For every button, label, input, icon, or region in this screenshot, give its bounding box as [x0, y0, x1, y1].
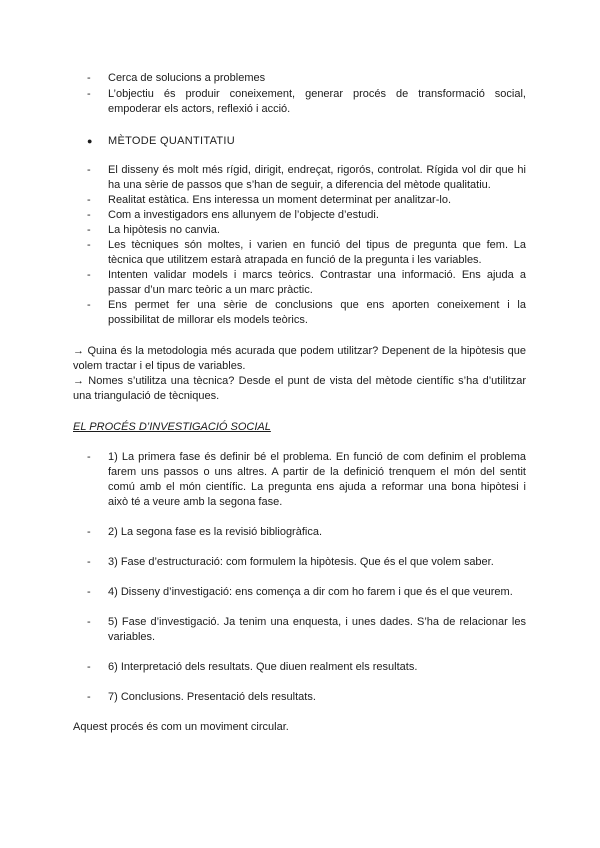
list-item-text: La hipòtesis no canvia.	[108, 224, 220, 236]
dash-marker: -	[87, 556, 91, 568]
list-item-text: Ens permet fer una sèrie de conclusions que ens aporten coneixement i la	[108, 299, 526, 311]
paragraph-text: volem tractar i el tipus de variables.	[73, 360, 246, 372]
step-text: 4) Disseny d’investigació: ens comença a dir com ho farem i que és el que veurem.	[108, 586, 513, 598]
closing-paragraph: Aquest procés és com un moviment circular.	[73, 721, 289, 733]
dash-marker: -	[87, 661, 91, 673]
dash-marker: -	[87, 72, 91, 84]
bullet-marker: ●	[87, 136, 93, 146]
dash-marker: -	[87, 239, 91, 251]
dash-marker: -	[87, 88, 91, 100]
step-text: variables.	[108, 631, 156, 643]
dash-marker: -	[87, 164, 91, 176]
step-text: comú amb el món científic. La pregunta ens ajuda a reformar una bona hipòtesi i	[108, 481, 526, 493]
dash-marker: -	[87, 194, 91, 206]
paragraph-text: → Nomes s’utilitza una tècnica? Desde el punt de vista del mètode científic s’ha d’utilitzar	[73, 375, 526, 387]
dash-marker: -	[87, 224, 91, 236]
dash-marker: -	[87, 299, 91, 311]
list-item-text: passar d’un marc teòric a un marc pràctic.	[108, 284, 313, 296]
dash-marker: -	[87, 616, 91, 628]
list-item-text: empoderar els actors, reflexió i acció.	[108, 103, 291, 115]
dash-marker: -	[87, 586, 91, 598]
list-item-text: Intenten validar models i marcs teòrics. Contrastar una informació. Ens ajuda a	[108, 269, 526, 281]
list-item-text: Cerca de solucions a problemes	[108, 72, 266, 84]
step-text: farem uns passos o uns altres. A partir de la definició trenquem el món del sentit	[108, 466, 526, 478]
list-item-text: Com a investigadors ens allunyem de l’objecte d’estudi.	[108, 209, 379, 221]
section-title: MÈTODE QUANTITATIU	[108, 135, 236, 147]
step-text: 2) La segona fase es la revisió bibliogràfica.	[108, 526, 323, 538]
step-text: 1) La primera fase és definir bé el problema. En funció de com definim el problema	[108, 451, 526, 463]
list-item-text: possibilitat de millorar els models teòrics.	[108, 314, 308, 326]
list-item-text: tècnica que utilitzem estarà atrapada en funció de la pregunta i les variables.	[108, 254, 482, 266]
step-text: 6) Interpretació dels resultats. Que diuen realment els resultats.	[108, 661, 418, 673]
list-item-text: Les tècniques són moltes, i varien en funció del tipus de pregunta que fem. La	[108, 239, 526, 251]
list-item-text: L’objectiu és produir coneixement, generar procés de transformació social,	[108, 88, 526, 100]
list-item-text: ha una sèrie de passos que s’han de seguir, a diferencia del mètode qualitatiu.	[108, 179, 491, 191]
dash-marker: -	[87, 691, 91, 703]
step-text: 3) Fase d’estructuració: com formulem la hipòtesis. Que és el que volem saber.	[108, 556, 494, 568]
step-text: 5) Fase d’investigació. Ja tenim una enquesta, i unes dades. S’ha de relacionar les	[108, 616, 526, 628]
paragraph-text: → Quina és la metodologia més acurada que podem utilitzar? Depenent de la hipòtesis que	[73, 345, 526, 357]
step-text: 7) Conclusions. Presentació dels resultats.	[108, 691, 316, 703]
dash-marker: -	[87, 451, 91, 463]
dash-marker: -	[87, 209, 91, 221]
list-item-text: Realitat estàtica. Ens interessa un moment determinat per analitzar-lo.	[108, 194, 451, 206]
paragraph-text: una triangulació de tècniques.	[73, 390, 220, 402]
step-text: això té a veure amb la segona fase.	[108, 496, 283, 508]
dash-marker: -	[87, 526, 91, 538]
list-item-text: El disseny és molt més rígid, dirigit, endreçat, rigorós, controlat. Rígida vol dir que hi	[108, 164, 526, 176]
section-heading: EL PROCÉS D’INVESTIGACIÓ SOCIAL	[73, 421, 271, 433]
dash-marker: -	[87, 269, 91, 281]
